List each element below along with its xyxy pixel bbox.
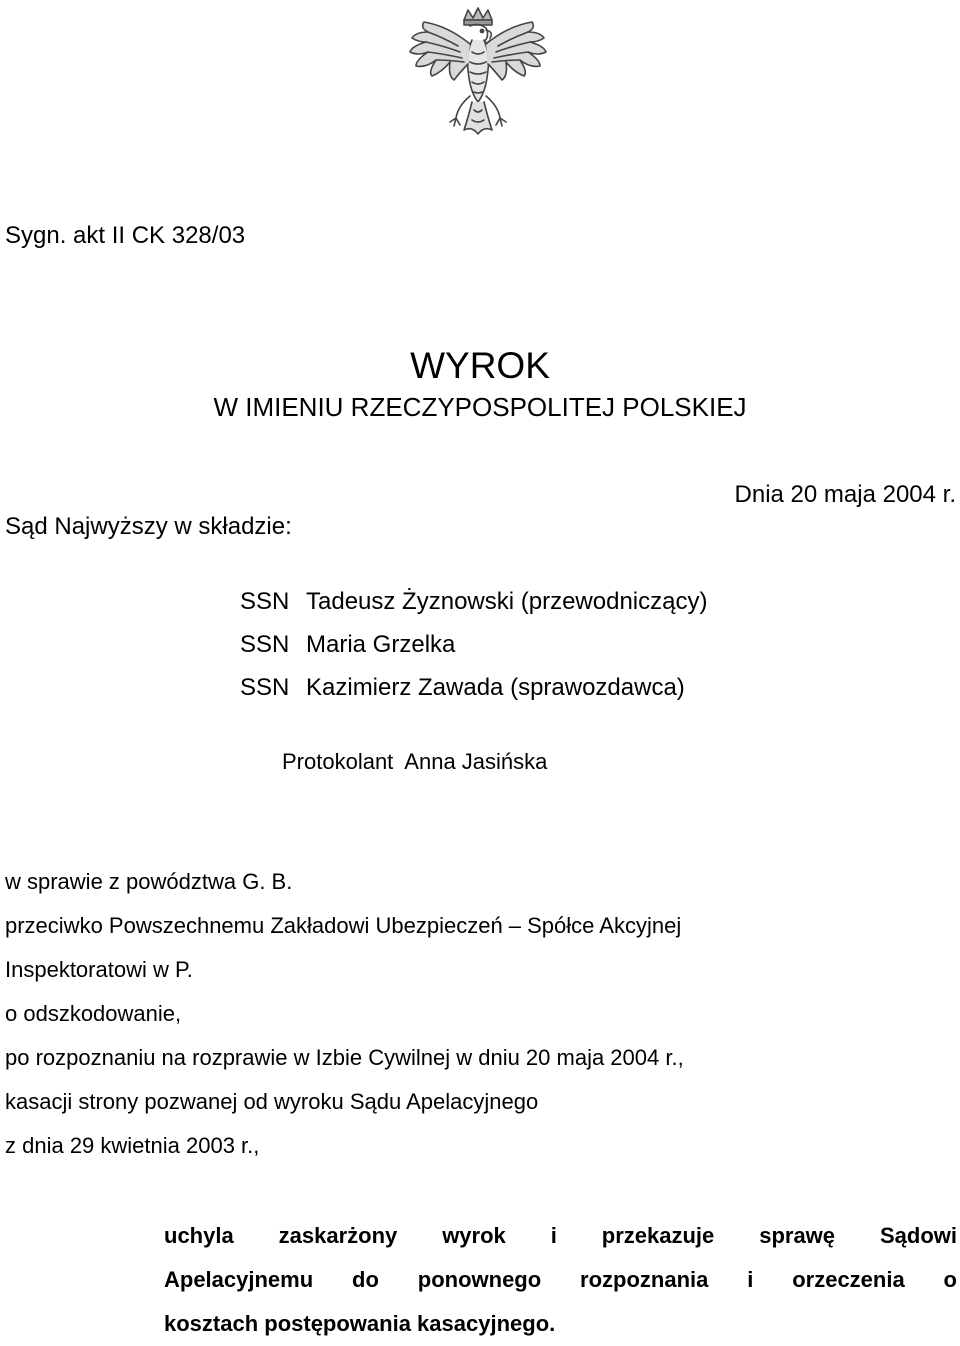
document-title: WYROK [410, 345, 550, 386]
ruling-line: kosztach postępowania kasacyjnego. [164, 1311, 556, 1336]
case-text-line: w sprawie z powództwa G. B. [5, 869, 293, 894]
case-text-line: po rozpoznaniu na rozprawie w Izbie Cywilnej w dniu 20 maja 2004 r., [5, 1045, 684, 1070]
judge-name: Maria Grzelka [306, 631, 456, 658]
court-composition-label: Sąd Najwyższy w składzie: [5, 513, 292, 540]
ruling-line: uchyla zaskarżony wyrok i przekazuje sprawę Sądowi [164, 1223, 957, 1248]
judge-name: Tadeusz Żyznowski (przewodniczący) [306, 588, 708, 615]
judge-line [240, 674, 685, 702]
case-text-line: Inspektoratowi w P. [5, 957, 193, 982]
judge-line [240, 631, 455, 659]
case-text-line: z dnia 29 kwietnia 2003 r., [5, 1133, 260, 1158]
judge-line [240, 588, 707, 616]
judgment-date: Dnia 20 maja 2004 r. [734, 481, 956, 508]
case-text-line: o odszkodowanie, [5, 1001, 182, 1026]
ruling-line: Apelacyjnemu do ponownego rozpoznania i orzeczenia o [164, 1267, 957, 1292]
judge-name: Kazimierz Zawada (sprawozdawca) [306, 674, 685, 701]
case-signature: Sygn. akt II CK 328/03 [5, 222, 246, 249]
case-text-line: kasacji strony pozwanej od wyroku Sądu Apelacyjnego [5, 1089, 539, 1114]
judge-rank: SSN [240, 588, 290, 615]
polish-eagle-emblem-icon [398, 6, 558, 166]
judge-rank: SSN [240, 674, 290, 701]
ruling-paragraph [164, 1214, 957, 1346]
judge-rank: SSN [240, 631, 290, 658]
case-text-line: przeciwko Powszechnemu Zakładowi Ubezpieczeń – Spółce Akcyjnej [5, 913, 682, 938]
document-subtitle: W IMIENIU RZECZYPOSPOLITEJ POLSKIEJ [213, 392, 747, 422]
court-reporter: Protokolant Anna Jasińska [282, 749, 548, 774]
